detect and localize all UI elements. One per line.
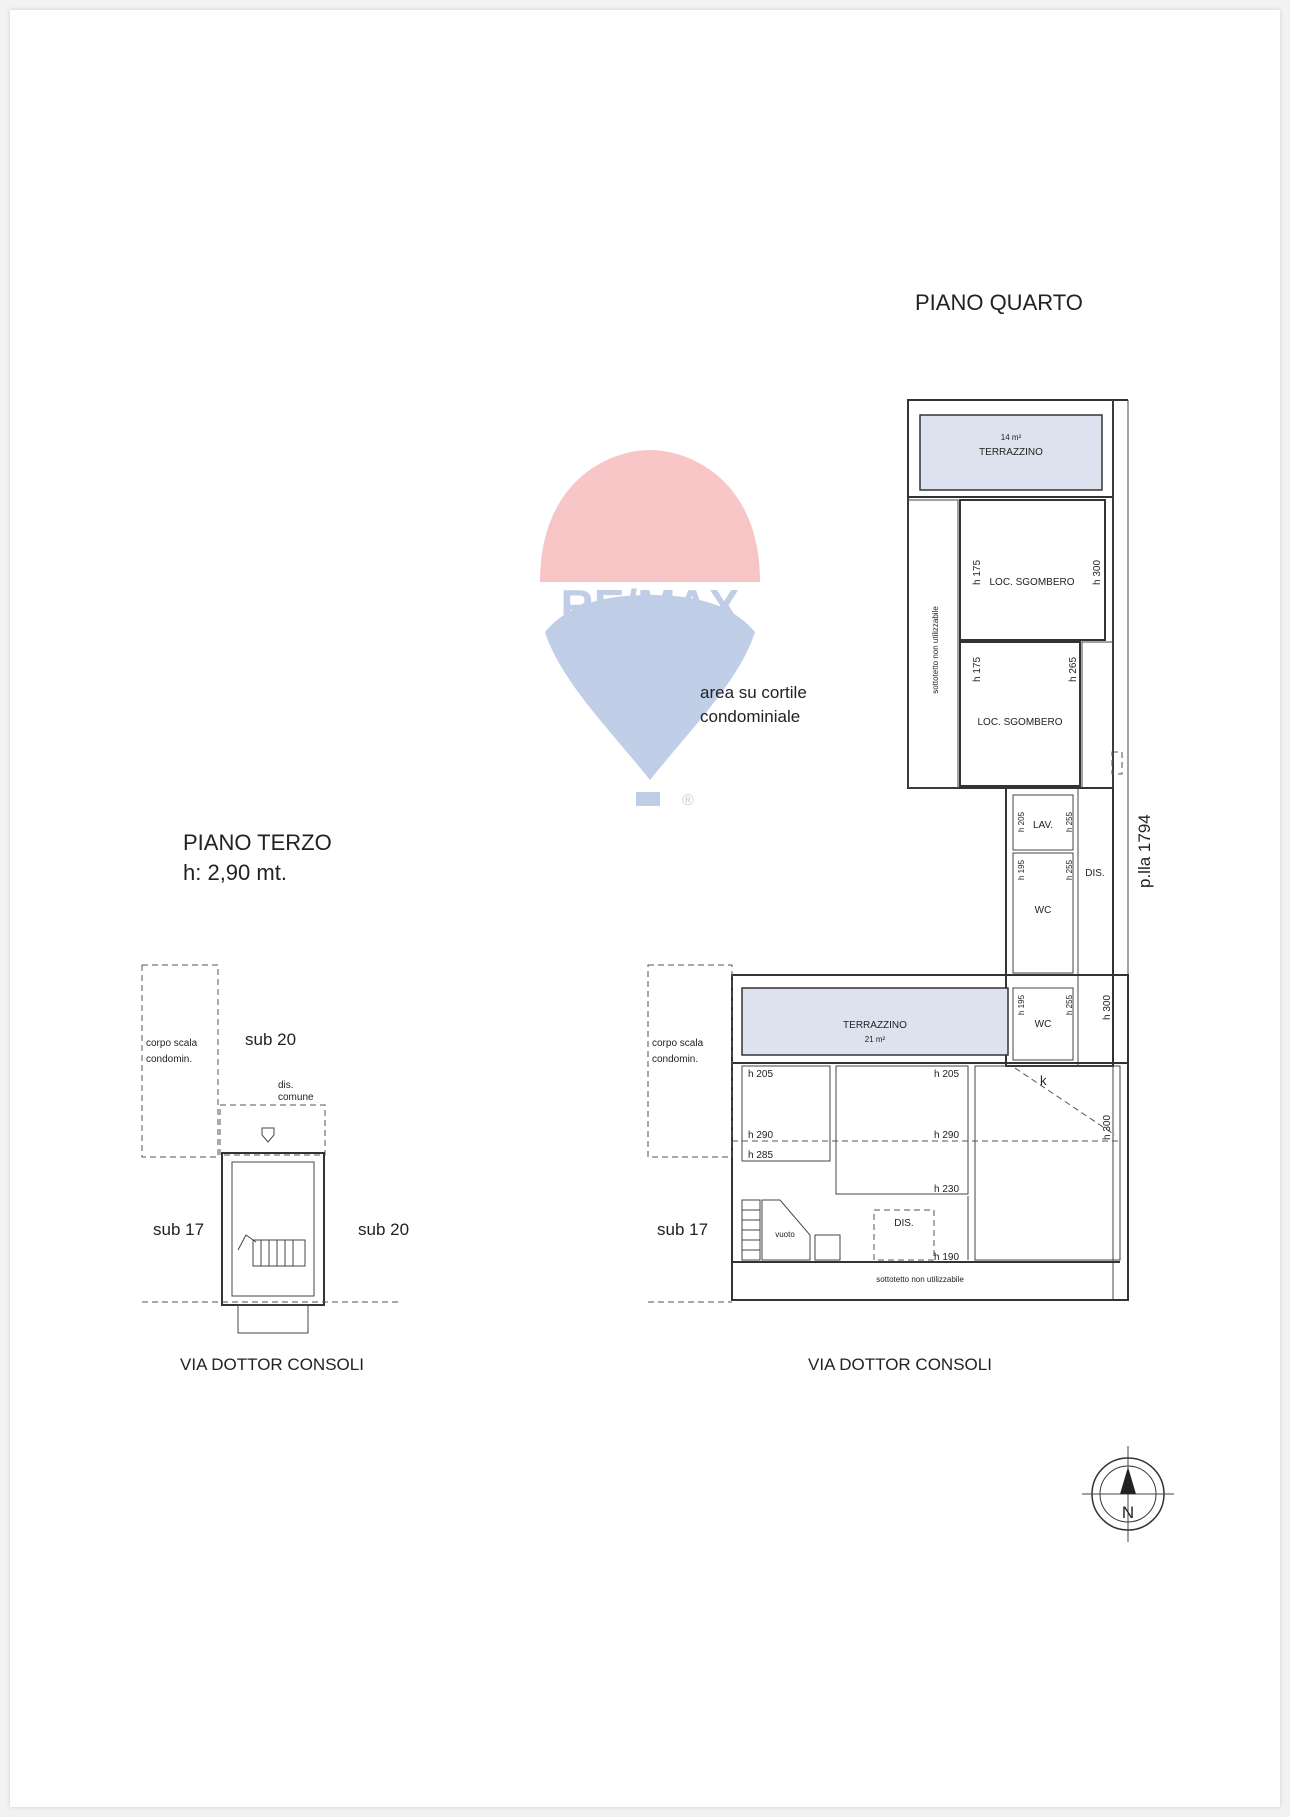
lav-label: LAV.: [1032, 820, 1054, 831]
vuoto-label: vuoto: [775, 1230, 795, 1239]
h205-left: h 205: [748, 1069, 774, 1080]
dis-comune-1: dis.: [278, 1080, 294, 1091]
unit-terzo-outline: [222, 1153, 324, 1305]
stairs-lower: [742, 1200, 760, 1260]
h300-corridor: h 300: [1102, 994, 1113, 1020]
remax-logo-text: RE/MAX: [560, 580, 740, 632]
height-piano-terzo: h: 2,90 mt.: [183, 860, 287, 885]
street-right: VIA DOTTOR CONSOLI: [808, 1355, 992, 1374]
balloon-red-top: [540, 450, 760, 582]
lower-room-left: [742, 1066, 830, 1161]
street-left: VIA DOTTOR CONSOLI: [180, 1355, 364, 1374]
h255-wc1: h 255: [1065, 859, 1074, 880]
h205-lav: h 205: [1017, 811, 1026, 832]
h255-wc2: h 255: [1065, 994, 1074, 1015]
floor-plan-drawing: [10, 10, 1280, 1807]
registered-mark: ®: [682, 792, 694, 809]
title-piano-terzo: PIANO TERZO: [183, 830, 332, 855]
sub17-left: sub 17: [153, 1220, 205, 1239]
north-compass-icon: [1082, 1446, 1174, 1542]
dis-comune-2: comune: [278, 1092, 314, 1103]
label-area-cortile-2: condominiale: [700, 707, 801, 726]
h300-lower: h 300: [1102, 1114, 1113, 1140]
terrazzino-top-label: TERRAZZINO: [979, 447, 1043, 458]
h175-b: h 175: [972, 656, 983, 682]
sub20-right: sub 20: [358, 1220, 410, 1239]
entry-arrow-icon: [262, 1128, 274, 1142]
title-piano-quarto: PIANO QUARTO: [915, 290, 1083, 315]
sottotetto-vertical-label: sottotetto non utilizzabile: [931, 606, 940, 694]
label-area-cortile-1: area su cortile: [700, 683, 807, 702]
terrazzino-middle-area: 21 m²: [864, 1035, 886, 1044]
sub20-top: sub 20: [245, 1030, 297, 1049]
h300-a: h 300: [1092, 559, 1103, 585]
h230-center: h 230: [934, 1184, 960, 1195]
corpo-scala-right-2: condomin.: [652, 1054, 699, 1065]
sottotetto-bottom-label: sottotetto non utilizzabile: [876, 1275, 964, 1284]
loc-sgombero-1-label: LOC. SGOMBERO: [989, 577, 1075, 588]
h285-left: h 285: [748, 1150, 774, 1161]
corpo-scala-left-2: condomin.: [146, 1054, 193, 1065]
k-mark: k: [1040, 1073, 1047, 1088]
terrazzino-middle-label: TERRAZZINO: [843, 1020, 907, 1031]
dis-comune-area: [220, 1105, 325, 1155]
h175-a: h 175: [972, 559, 983, 585]
h190-label: h 190: [934, 1252, 960, 1263]
h265-b: h 265: [1068, 656, 1079, 682]
h290-left: h 290: [748, 1130, 774, 1141]
north-label: N: [1121, 1503, 1135, 1522]
corpo-scala-right-1: corpo scala: [652, 1038, 704, 1049]
balloon-basket: [636, 792, 660, 806]
terrazzino-top-area: 14 m²: [1000, 433, 1022, 442]
plla-label: p.lla 1794: [1135, 814, 1154, 888]
dis-label-lower: DIS.: [894, 1218, 914, 1229]
h195-wc2: h 195: [1017, 994, 1026, 1015]
h195-wc1: h 195: [1017, 859, 1026, 880]
remax-watermark: [540, 450, 760, 809]
dis-label-upper: DIS.: [1085, 868, 1105, 879]
plan-piano-terzo: [142, 965, 409, 1374]
h290-center: h 290: [934, 1130, 960, 1141]
balcony-terzo: [238, 1305, 308, 1333]
floor-plan-sheet: [10, 10, 1280, 1807]
lower-room-right: [975, 1066, 1120, 1260]
stairs-terzo: [238, 1235, 305, 1266]
h255-lav: h 255: [1065, 811, 1074, 832]
wc-2-label: WC: [1034, 1019, 1052, 1030]
sub17-right: sub 17: [657, 1220, 709, 1239]
wc-1-label: WC: [1034, 905, 1052, 916]
corpo-scala-left-1: corpo scala: [146, 1038, 198, 1049]
h205-center: h 205: [934, 1069, 960, 1080]
loc-sgombero-2-label: LOC. SGOMBERO: [977, 717, 1063, 728]
